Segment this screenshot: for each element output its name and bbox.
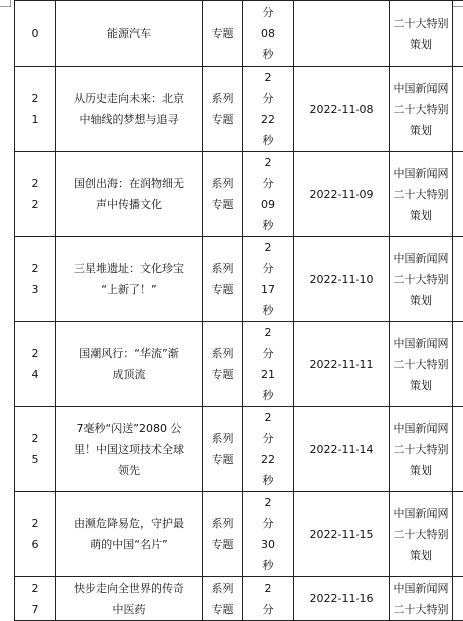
program-duration-text: 17: [261, 279, 275, 300]
program-source-cell: [390, 1, 453, 67]
program-duration-text: 21: [261, 364, 275, 385]
program-type-text: 系列: [212, 258, 234, 279]
program-type-text: 专题: [212, 449, 234, 470]
program-type-cell: [203, 492, 243, 577]
program-source-cell: [390, 322, 453, 407]
program-source-text: 策划: [410, 205, 432, 226]
program-duration-text: 秒: [263, 215, 274, 236]
program-type-text: 专题: [212, 23, 234, 44]
program-source-text: 中国新闻网: [394, 503, 449, 524]
program-title-text: 声中传播文化: [96, 194, 162, 215]
publish-date-cell: [294, 152, 390, 237]
program-title-text: 成顶流: [113, 364, 146, 385]
program-duration-text: 分: [263, 88, 274, 109]
program-type-cell: [203, 67, 243, 152]
program-title-text: “上新了！”: [101, 279, 156, 300]
program-title-cell: [56, 237, 203, 322]
program-title-text: 中医药: [113, 599, 146, 620]
row-number-text: 4: [32, 364, 39, 385]
program-type-text: 专题: [212, 534, 234, 555]
program-duration-text: 分: [263, 258, 274, 279]
publish-date-cell: [294, 322, 390, 407]
program-duration-text: 2: [265, 67, 272, 88]
program-type-text: 系列: [212, 173, 234, 194]
publish-date-text: 2022-11-09: [310, 184, 374, 205]
program-duration-text: 30: [261, 534, 275, 555]
row-number-cell: [15, 152, 56, 237]
row-number-text: 6: [32, 534, 39, 555]
program-table-body: [15, 1, 463, 621]
row-number-text: 3: [32, 279, 39, 300]
program-title-text: 快步走向全世界的传奇: [74, 578, 184, 599]
row-number-text: 5: [32, 449, 39, 470]
program-type-text: 系列: [212, 428, 234, 449]
program-type-text: 系列: [212, 578, 234, 599]
program-type-text: 系列: [212, 88, 234, 109]
publish-date-text: 2022-11-08: [310, 99, 374, 120]
program-duration-text: 22: [261, 109, 275, 130]
program-duration-text: 秒: [263, 130, 274, 151]
row-number-cell: [15, 1, 56, 67]
program-title-text: 国潮风行：“华流”渐: [79, 343, 178, 364]
program-duration-text: 分: [263, 173, 274, 194]
program-title-text: 7毫秒“闪送”2080 公: [77, 418, 182, 439]
program-duration-text: 08: [261, 23, 275, 44]
row-number-cell: [15, 67, 56, 152]
program-source-text: 二十大特别: [394, 524, 449, 545]
program-duration-text: 22: [261, 449, 275, 470]
program-title-cell: [56, 67, 203, 152]
program-source-text: 二十大特别: [394, 354, 449, 375]
table-row: [15, 322, 463, 407]
program-source-text: 中国新闻网: [394, 333, 449, 354]
program-duration-text: 2: [265, 578, 272, 599]
program-source-text: 二十大特别: [394, 13, 449, 34]
program-type-cell: [203, 407, 243, 492]
program-title-text: 从历史走向未来：北京: [74, 88, 184, 109]
empty-cell: [453, 322, 463, 407]
program-type-text: 专题: [212, 599, 234, 620]
program-source-text: 中国新闻网: [394, 248, 449, 269]
publish-date-cell: [294, 492, 390, 577]
program-title-text: 里！中国这项技术全球: [74, 439, 184, 460]
table-row: [15, 67, 463, 152]
program-source-text: 策划: [410, 34, 432, 55]
program-duration-text: 2: [265, 152, 272, 173]
program-duration-text: 秒: [263, 555, 274, 576]
program-source-text: 策划: [410, 460, 432, 481]
publish-date-cell: [294, 237, 390, 322]
row-number-text: 2: [32, 428, 39, 449]
program-source-cell: [390, 237, 453, 322]
program-type-cell: [203, 152, 243, 237]
program-type-text: 专题: [212, 279, 234, 300]
program-source-text: 策划: [410, 375, 432, 396]
program-source-text: 中国新闻网: [394, 578, 449, 599]
program-source-text: 中国新闻网: [394, 418, 449, 439]
publish-date-text: 2022-11-11: [310, 354, 374, 375]
program-duration-cell: [243, 67, 294, 152]
program-title-text: 中轴线的梦想与追寻: [80, 109, 179, 130]
program-source-text: 中国新闻网: [394, 163, 449, 184]
program-type-text: 系列: [212, 513, 234, 534]
program-duration-text: 分: [263, 2, 274, 23]
program-type-cell: [203, 322, 243, 407]
row-number-text: 2: [32, 194, 39, 215]
table-row: [15, 1, 463, 67]
program-title-text: 由濒危降易危，守护最: [74, 513, 184, 534]
program-source-text: 策划: [410, 545, 432, 566]
program-duration-text: 秒: [263, 385, 274, 406]
program-duration-text: 秒: [263, 470, 274, 491]
program-title-cell: [56, 322, 203, 407]
table-row: [15, 152, 463, 237]
program-duration-text: 秒: [263, 44, 274, 65]
program-duration-text: 分: [263, 599, 274, 620]
program-type-cell: [203, 237, 243, 322]
table-row: [15, 237, 463, 322]
row-number-text: 2: [32, 513, 39, 534]
empty-cell: [453, 237, 463, 322]
publish-date-text: 2022-11-15: [310, 524, 374, 545]
program-title-cell: [56, 1, 203, 67]
row-number-text: 2: [32, 173, 39, 194]
program-source-cell: [390, 407, 453, 492]
empty-cell: [453, 152, 463, 237]
page-corner-mark-left: [0, 0, 11, 7]
program-type-text: 系列: [212, 343, 234, 364]
program-duration-text: 分: [263, 343, 274, 364]
row-number-text: 2: [32, 258, 39, 279]
program-source-text: 二十大特别: [394, 599, 449, 620]
program-title-text: 萌的中国“名片”: [90, 534, 167, 555]
program-duration-text: 2: [265, 492, 272, 513]
program-duration-cell: [243, 152, 294, 237]
program-source-cell: [390, 67, 453, 152]
program-duration-text: 分: [263, 513, 274, 534]
row-number-cell: [15, 237, 56, 322]
empty-cell: [453, 67, 463, 152]
program-source-cell: [390, 492, 453, 577]
publish-date-cell: [294, 407, 390, 492]
program-type-text: 专题: [212, 364, 234, 385]
program-source-cell: [390, 152, 453, 237]
program-source-text: 二十大特别: [394, 99, 449, 120]
program-title-text: 三星堆遗址：文化珍宝: [74, 258, 184, 279]
program-source-text: 策划: [410, 290, 432, 311]
row-number-cell: [15, 492, 56, 577]
program-title-cell: [56, 407, 203, 492]
empty-cell: [453, 492, 463, 577]
row-number-cell: [15, 322, 56, 407]
program-title-text: 能源汽车: [107, 23, 151, 44]
publish-date-cell: [294, 1, 390, 67]
row-number-cell: [15, 407, 56, 492]
row-number-text: 2: [32, 578, 39, 599]
table-row: [15, 407, 463, 492]
publish-date-text: 2022-11-14: [310, 439, 374, 460]
program-duration-text: 分: [263, 428, 274, 449]
row-number-text: 7: [32, 599, 39, 620]
program-title-cell: [56, 152, 203, 237]
program-duration-text: 2: [265, 237, 272, 258]
program-duration-cell: [243, 322, 294, 407]
row-number-text: 1: [32, 109, 39, 130]
empty-cell: [453, 407, 463, 492]
program-table: [14, 0, 463, 621]
program-type-text: 专题: [212, 109, 234, 130]
row-number-text: 2: [32, 88, 39, 109]
program-type-text: 专题: [212, 194, 234, 215]
program-source-text: 中国新闻网: [394, 78, 449, 99]
program-type-cell: [203, 1, 243, 67]
empty-cell: [453, 1, 463, 67]
program-duration-cell: [243, 237, 294, 322]
row-number-text: 0: [32, 23, 39, 44]
program-duration-text: 2: [265, 407, 272, 428]
program-duration-cell: [243, 1, 294, 67]
program-source-text: 策划: [410, 120, 432, 141]
row-number-text: 2: [32, 343, 39, 364]
program-source-text: 二十大特别: [394, 184, 449, 205]
program-duration-text: 2: [265, 322, 272, 343]
publish-date-text: 2022-11-16: [310, 588, 374, 609]
publish-date-cell: [294, 67, 390, 152]
program-title-text: 国创出海：在润物细无: [74, 173, 184, 194]
publish-date-text: 2022-11-10: [310, 269, 374, 290]
program-title-text: 领先: [118, 460, 140, 481]
program-source-text: 二十大特别: [394, 269, 449, 290]
program-duration-cell: [243, 407, 294, 492]
program-duration-text: 09: [261, 194, 275, 215]
program-duration-text: 秒: [263, 300, 274, 321]
program-title-cell: [56, 492, 203, 577]
program-duration-cell: [243, 492, 294, 577]
program-source-text: 二十大特别: [394, 439, 449, 460]
table-row: [15, 492, 463, 577]
